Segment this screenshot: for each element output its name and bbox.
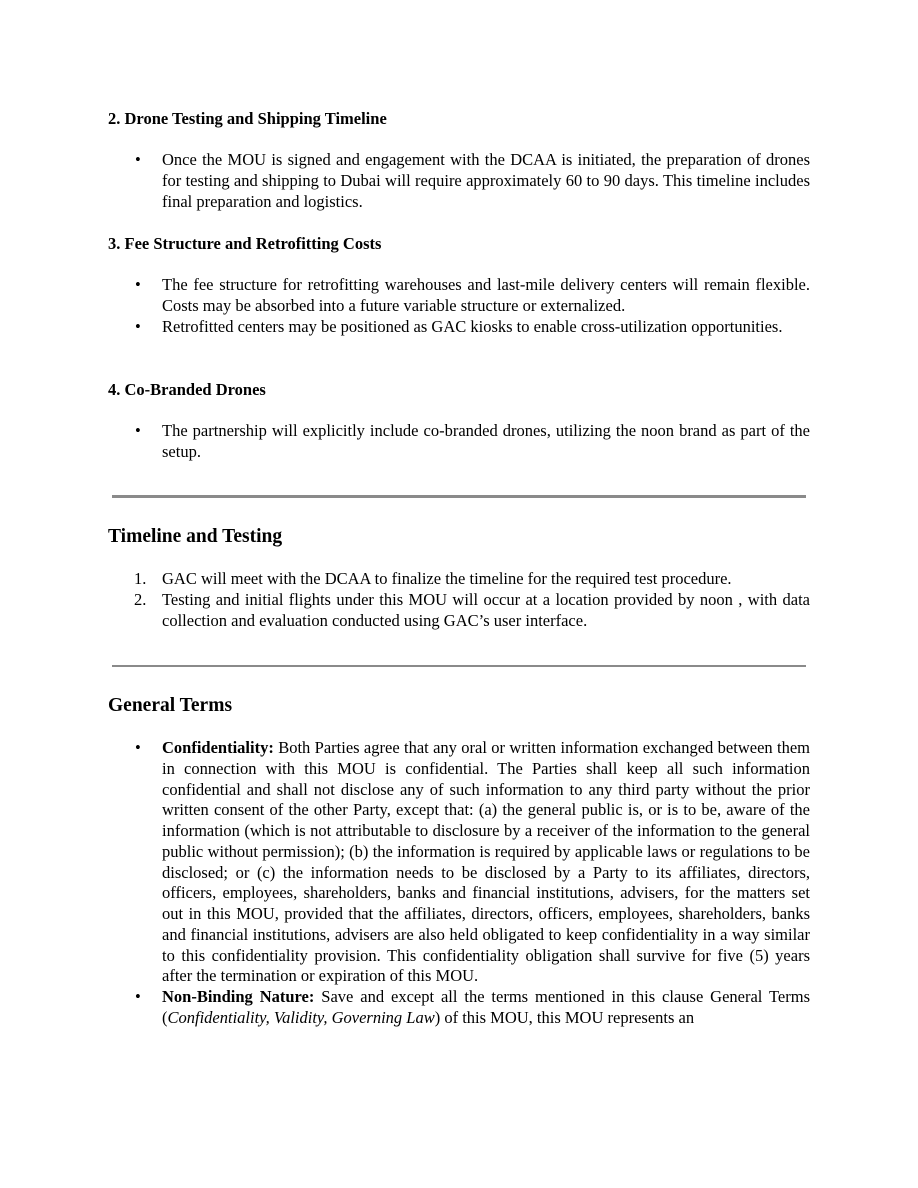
- list-item: [108, 590, 810, 632]
- list-item-text: Testing and initial flights under this MOU will occur at a location provided by noon , with data collection and evaluation conducted using GAC’s user interface.: [162, 589, 810, 630]
- list-item: • The fee structure for retrofitting warehouses and last-mile delivery centers will remain flexible. Costs may be absorbed into a future variable structure or externalized.: [108, 275, 810, 317]
- drone-bullet-list: [108, 150, 810, 212]
- section-heading-fee-structure: 3. Fee Structure and Retrofitting Costs: [108, 234, 382, 253]
- list-item: • Retrofitted centers may be positioned as GAC kiosks to enable cross-utilization opportunities.: [108, 317, 810, 338]
- list-number: 1.: [134, 569, 147, 588]
- general-terms-list: [108, 738, 810, 1029]
- fee-bullet-list: [108, 275, 810, 337]
- clause-text: Both Parties agree that any oral or written information exchanged between them in connection with this MOU is confidential. The Parties shall keep all such information confidential and shall not disclose any of such information to any third party without the prior written consent of the other Party, except that: (a) the general public is, or is to be, aware of the information (which is not attributable to disclosure by a receiver of the information to the general public without permission); (b) the information is required by applicable laws or regulations to be disclosed; or (c) the information needs to be disclosed by a Party to its affiliates, directors, officers, employees, shareholders, banks and financial institutions, advisers, for the matters set out in this MOU, provided that the affiliates, directors, officers, employees, shareholders, banks and financial institutions, advisers are also held obligated to keep confidentiality in a way similar to this confidentiality provision. This confidentiality obligation shall survive for five (5) years after the termination or expiration of this MOU.: [162, 738, 810, 986]
- section-heading-drone-timeline: 2. Drone Testing and Shipping Timeline: [108, 109, 387, 128]
- cobrand-bullet-list: [108, 421, 810, 463]
- list-item-text: GAC will meet with the DCAA to finalize the timeline for the required test procedure.: [162, 569, 732, 588]
- list-item: • The partnership will explicitly include co-branded drones, utilizing the noon brand as part of the setup.: [108, 421, 810, 463]
- clause-label: Confidentiality:: [162, 738, 274, 757]
- clause-text: ) of this MOU, this MOU represents an: [434, 1007, 695, 1027]
- section-heading-timeline-testing: Timeline and Testing: [108, 526, 283, 547]
- list-item: • Once the MOU is signed and engagement with the DCAA is initiated, the preparation of drones for testing and shipping to Dubai will require approximately 60 to 90 days. This timeline includes final preparation and logistics.: [108, 150, 810, 212]
- section-heading-co-branded: 4. Co-Branded Drones: [108, 380, 266, 399]
- confidentiality-clause: [108, 738, 810, 987]
- list-number: 2.: [134, 589, 147, 609]
- section-heading-general-terms: General Terms: [108, 695, 233, 716]
- clause-italic-text: Confidentiality, Validity, Governing Law: [167, 1007, 435, 1027]
- clause-label: Non-Binding Nature:: [162, 987, 315, 1006]
- clause-text: Save and except all the terms mentioned in this clause General Terms (: [162, 987, 810, 1027]
- timeline-numbered-list: [108, 569, 810, 631]
- horizontal-divider: [112, 665, 806, 667]
- horizontal-divider: [112, 495, 806, 498]
- list-item: [108, 569, 810, 590]
- non-binding-clause: [108, 987, 810, 1029]
